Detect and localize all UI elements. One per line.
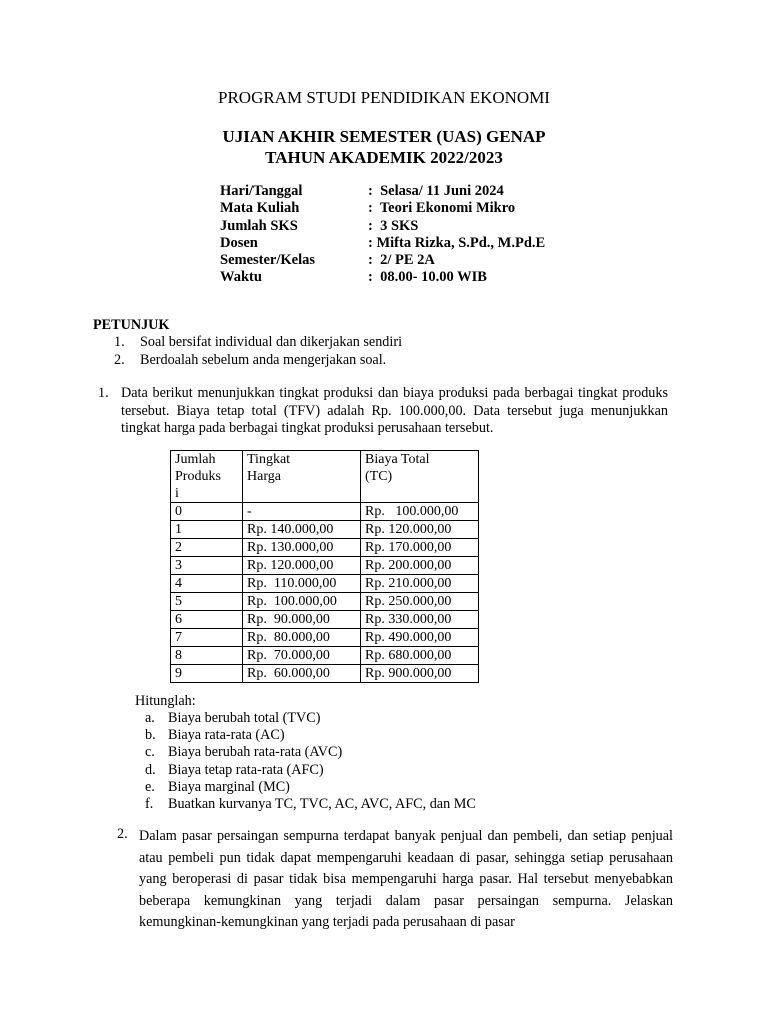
list-letter: e. <box>145 778 155 795</box>
info-key: Mata Kuliah <box>220 200 300 217</box>
info-value: : Selasa/ 11 Juni 2024 <box>368 183 504 199</box>
info-row <box>220 183 545 200</box>
list-text: Buatkan kurvanya TC, TVC, AC, AVC, AFC, dan MC <box>168 796 476 813</box>
exam-info <box>220 183 545 287</box>
table-cell: Rp. 250.000,00 <box>361 593 479 611</box>
table-cell: Rp. 90.000,00 <box>243 611 361 629</box>
table-cell: 6 <box>171 611 243 629</box>
table-row <box>171 575 479 593</box>
cost-table <box>170 450 479 683</box>
table-row <box>171 665 479 683</box>
list-letter: d. <box>145 761 156 778</box>
table-header-cell: Tingkat Harga <box>243 451 361 503</box>
info-row <box>220 269 545 286</box>
table-cell: Rp. 680.000,00 <box>361 647 479 665</box>
table-cell: Rp. 80.000,00 <box>243 629 361 647</box>
info-row <box>220 200 545 217</box>
list-letter: a. <box>145 710 155 726</box>
table-cell: Rp. 490.000,00 <box>361 629 479 647</box>
table-cell: 1 <box>171 521 243 539</box>
list-item <box>145 744 476 761</box>
info-row <box>220 218 545 235</box>
info-key: Hari/Tanggal <box>220 183 303 199</box>
list-text: Biaya marginal (MC) <box>168 778 290 795</box>
question2-number: 2. <box>117 826 128 842</box>
table-cell: 7 <box>171 629 243 647</box>
table-cell: Rp. 210.000,00 <box>361 575 479 593</box>
exam-title-line1: UJIAN AKHIR SEMESTER (UAS) GENAP <box>222 127 546 146</box>
table-body <box>171 503 479 683</box>
table-cell: Rp. 120.000,00 <box>361 521 479 539</box>
list-text: Soal bersifat individual dan dikerjakan sendiri <box>140 334 403 350</box>
question1-number: 1. <box>98 385 109 401</box>
table-cell: Rp. 70.000,00 <box>243 647 361 665</box>
table-row <box>171 611 479 629</box>
table-header-cell: Biaya Total (TC) <box>361 451 479 503</box>
table-cell: Rp. 100.000,00 <box>361 503 479 521</box>
info-key: Semester/Kelas <box>220 252 316 269</box>
table-row <box>171 593 479 611</box>
table-cell: 9 <box>171 665 243 683</box>
exam-title-line2: TAHUN AKADEMIK 2022/2023 <box>265 148 503 167</box>
list-item <box>114 352 402 370</box>
table-cell: Rp. 330.000,00 <box>361 611 479 629</box>
table-cell: Rp. 170.000,00 <box>361 539 479 557</box>
list-number: 2. <box>114 351 125 368</box>
list-letter: f. <box>145 796 154 813</box>
list-text: Biaya tetap rata-rata (AFC) <box>168 761 324 778</box>
petunjuk-list <box>114 334 402 369</box>
table-cell: 3 <box>171 557 243 575</box>
table-cell: Rp. 110.000,00 <box>243 575 361 593</box>
list-letter: b. <box>145 727 156 744</box>
table-cell: Rp. 140.000,00 <box>243 521 361 539</box>
list-letter: c. <box>145 744 155 761</box>
table-row <box>171 503 479 521</box>
info-value: : 2/ PE 2A <box>368 252 435 269</box>
table-row <box>171 539 479 557</box>
exam-title <box>0 126 768 168</box>
info-row <box>220 252 545 269</box>
table-cell: - <box>243 503 361 521</box>
table-cell: Rp. 60.000,00 <box>243 665 361 683</box>
table-row <box>171 557 479 575</box>
list-item <box>145 779 476 796</box>
table-row <box>171 647 479 665</box>
table-row <box>171 521 479 539</box>
info-key: Jumlah SKS <box>220 217 298 234</box>
table-header-row <box>171 451 479 503</box>
info-row <box>220 235 545 252</box>
info-key: Waktu <box>220 269 262 286</box>
info-value: : Teori Ekonomi Mikro <box>368 200 516 217</box>
table-cell: Rp. 100.000,00 <box>243 593 361 611</box>
list-item <box>145 710 476 727</box>
table-cell: 5 <box>171 593 243 611</box>
table-header-cell: Jumlah Produks i <box>171 451 243 503</box>
list-text: Biaya berubah rata-rata (AVC) <box>168 744 343 761</box>
table-cell: Rp. 200.000,00 <box>361 557 479 575</box>
list-text: Berdoalah sebelum anda mengerjakan soal. <box>140 351 387 368</box>
table-cell: 0 <box>171 503 243 521</box>
hitung-label: Hitunglah: <box>135 693 196 709</box>
info-key: Dosen <box>220 234 258 251</box>
table-cell: 2 <box>171 539 243 557</box>
list-number: 1. <box>114 334 125 350</box>
hitung-list <box>145 710 476 813</box>
list-item <box>114 334 402 352</box>
list-item <box>145 796 476 813</box>
list-item <box>145 727 476 744</box>
table-row <box>171 629 479 647</box>
table-cell: Rp. 130.000,00 <box>243 539 361 557</box>
petunjuk-title: PETUNJUK <box>93 317 170 333</box>
list-text: Biaya rata-rata (AC) <box>168 727 285 744</box>
question1-text: Data berikut menunjukkan tingkat produksi dan biaya produksi pada berbagai tingkat produks tersebut. Biaya tetap total (TFV) adalah Rp. 100.000,00. Data tersebut juga menunjukkan tingkat harga pada berbagai tingkat produksi perusahaan tersebut. <box>121 385 668 436</box>
table-cell: 8 <box>171 647 243 665</box>
info-value: : 3 SKS <box>368 217 419 234</box>
list-item <box>145 762 476 779</box>
info-value: : Mifta Rizka, S.Pd., M.Pd.E <box>368 234 546 251</box>
info-value: : 08.00- 10.00 WIB <box>368 269 487 286</box>
list-text: Biaya berubah total (TVC) <box>168 710 321 726</box>
program-title: PROGRAM STUDI PENDIDIKAN EKONOMI <box>218 88 550 107</box>
table-cell: 4 <box>171 575 243 593</box>
table-cell: Rp. 900.000,00 <box>361 665 479 683</box>
question2-text: Dalam pasar persaingan sempurna terdapat banyak penjual dan pembeli, dan setiap penjual atau pembeli pun tidak dapat mempengaruhi keadaan di pasar, sehingga setiap perusahaan yang beroperasi di pasar tidak bisa mempengaruhi harga pasar. Hal tersebut menyebabkan beberapa kemungkinan yang terjadi dalam pasar persaingan sempurna. Jelaskan kemungkinan-kemungkinan yang terjadi pada perusahaan di pasar <box>139 828 673 931</box>
table-cell: Rp. 120.000,00 <box>243 557 361 575</box>
